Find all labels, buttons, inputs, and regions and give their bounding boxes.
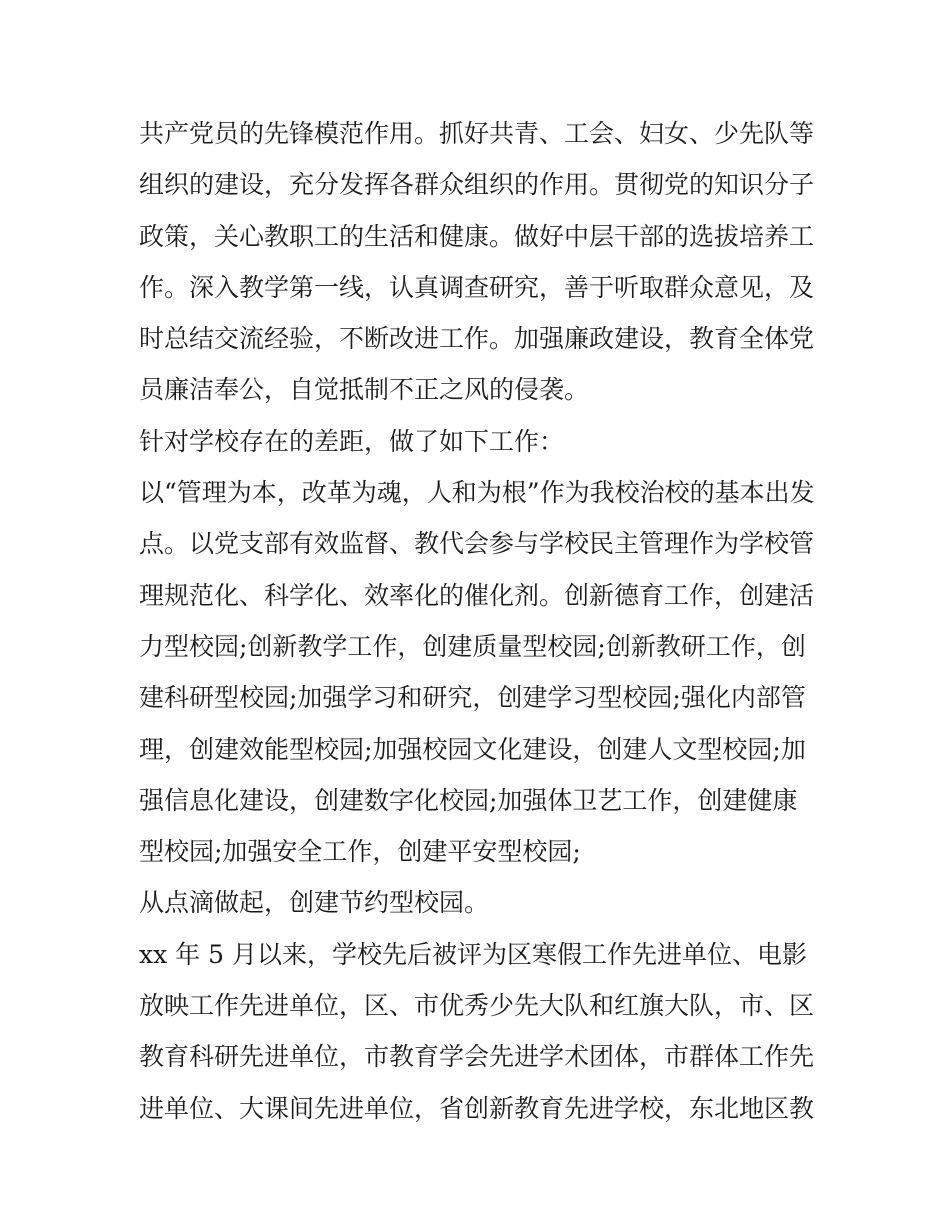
- text-line: 强信息化建设，创建数字化校园;加强体卫艺工作，创建健康: [139, 785, 798, 815]
- text-line: 以“管理为本，改革为魂，人和为根”作为我校治校的基本出发: [139, 478, 815, 508]
- text-line: 教育科研先进单位，市教育学会先进学术团体，市群体工作先: [139, 1042, 815, 1072]
- text-line: 建科研型校园;加强学习和研究，创建学习型校园;强化内部管: [139, 683, 806, 713]
- text-line: 作。深入教学第一线，认真调查研究，善于听取群众意见，及: [139, 272, 815, 302]
- text-line: 力型校园;创新教学工作，创建质量型校园;创新教研工作，创: [139, 631, 806, 661]
- text-line: 组织的建设，充分发挥各群众组织的作用。贯彻党的知识分子: [139, 170, 815, 200]
- text-line: 理，创建效能型校园;加强校园文化建设，创建人文型校园;加: [139, 734, 806, 764]
- text-line: 时总结交流经验，不断改进工作。加强廉政建设，教育全体党: [139, 324, 815, 354]
- text-line: 放映工作先进单位，区、市优秀少先大队和红旗大队，市、区: [139, 991, 815, 1021]
- text-line: 型校园;加强安全工作，创建平安型校园;: [139, 837, 581, 867]
- text-line: 政策，关心教职工的生活和健康。做好中层干部的选拔培养工: [139, 221, 815, 251]
- text-line: 共产党员的先锋模范作用。抓好共青、工会、妇女、少先队等: [139, 119, 815, 148]
- text-line: xx 年 5 月以来，学校先后被评为区寒假工作先进单位、电影: [139, 939, 807, 969]
- text-line: 进单位、大课间先进单位，省创新教育先进学校，东北地区教: [139, 1093, 815, 1123]
- text-line: 理规范化、科学化、效率化的催化剂。创新德育工作，创建活: [139, 580, 815, 610]
- text-line: 针对学校存在的差距，做了如下工作：: [139, 426, 565, 456]
- body-text: [139, 108, 819, 1134]
- text-line: 点。以党支部有效监督、教代会参与学校民主管理作为学校管: [139, 529, 815, 559]
- text-line: 从点滴做起，创建节约型校园。: [139, 888, 490, 918]
- text-line: 员廉洁奉公，自觉抵制不正之风的侵袭。: [139, 375, 590, 405]
